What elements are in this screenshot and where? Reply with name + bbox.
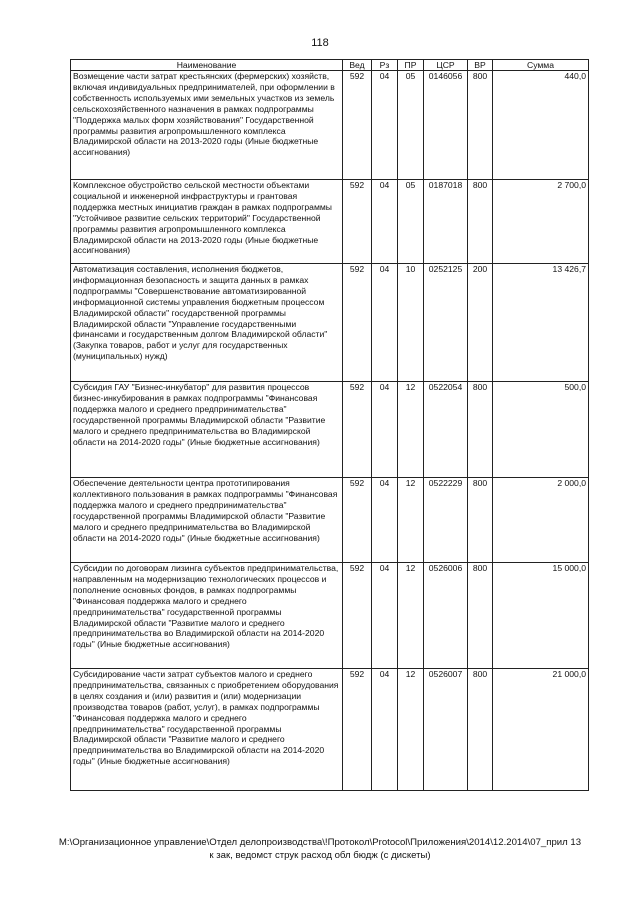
row-sum: 15 000,0 <box>493 563 589 669</box>
table-row <box>71 382 589 478</box>
row-name: Комплексное обустройство сельской местности объектами социальной и инженерной инфраструктуры и грантовая поддержка местных инициатив граждан в рамках подпрограммы "Устойчивое развитие сельских территорий" Государственной программы развития агропромышленного комплекса Владимирской области на 2013-2020 годы (Иные бюджетные ассигнования) <box>71 180 343 264</box>
table-row <box>71 264 589 382</box>
header-rz: Рз <box>372 60 398 71</box>
row-vr: 800 <box>468 382 493 478</box>
row-csr: 0252125 <box>424 264 468 382</box>
row-vr: 200 <box>468 264 493 382</box>
budget-table <box>70 59 589 791</box>
row-name: Субсидия ГАУ "Бизнес-инкубатор" для развития процессов бизнес-инкубирования в рамках подпрограммы "Финансовая поддержка малого и среднего предпринимательства" государственной программы Владимирской области "Развитие малого и среднего предпринимательства во Владимирской области на 2014-2020 годы" (Иные бюджетные ассигнования) <box>71 382 343 478</box>
row-csr: 0526006 <box>424 563 468 669</box>
row-rz: 04 <box>372 669 398 791</box>
row-pr: 05 <box>398 180 424 264</box>
row-name: Обеспечение деятельности центра прототипирования коллективного пользования в рамках подпрограммы "Финансовая поддержка малого и среднего предпринимательства" государственной программы Владимирской области "Развитие малого и среднего предпринимательства во Владимирской области на 2014-2020 годы" (Иные бюджетные ассигнования) <box>71 478 343 563</box>
table-header-row <box>71 60 589 71</box>
header-name: Наименование <box>71 60 343 71</box>
row-csr: 0522054 <box>424 382 468 478</box>
row-name: Субсидирование части затрат субъектов малого и среднего предпринимательства, связанных с приобретением оборудования в целях создания и (или) развития и (или) модернизации производства товаров (работ, услуг), в рамках подпрограммы "Финансовая поддержка малого и среднего предпринимательства" государственной программы Владимирской области "Развитие малого и среднего предпринимательства во Владимирской области на 2014-2020 годы" (Иные бюджетные ассигнования) <box>71 669 343 791</box>
row-pr: 12 <box>398 478 424 563</box>
table-row <box>71 669 589 791</box>
row-csr: 0146056 <box>424 71 468 180</box>
row-rz: 04 <box>372 264 398 382</box>
header-sum: Сумма <box>493 60 589 71</box>
row-rz: 04 <box>372 180 398 264</box>
row-name: Субсидии по договорам лизинга субъектов предпринимательства, направленным на модернизацию технологических процессов и пополнение основных фондов, в рамках подпрограммы "Финансовая поддержка малого и среднего предпринимательства" государственной программы Владимирской области "Развитие малого и среднего предпринимательства во Владимирской области на 2014-2020 годы" (Иные бюджетные ассигнования) <box>71 563 343 669</box>
row-sum: 500,0 <box>493 382 589 478</box>
row-ved: 592 <box>343 264 372 382</box>
header-csr: ЦСР <box>424 60 468 71</box>
footer-file-path <box>0 837 640 862</box>
row-csr: 0522229 <box>424 478 468 563</box>
row-ved: 592 <box>343 382 372 478</box>
table-row <box>71 563 589 669</box>
row-pr: 12 <box>398 382 424 478</box>
footer-line-2: к зак, ведомст струк расход обл бюдж (с дискеты) <box>209 849 431 861</box>
table-row <box>71 180 589 264</box>
row-rz: 04 <box>372 71 398 180</box>
row-pr: 10 <box>398 264 424 382</box>
row-vr: 800 <box>468 563 493 669</box>
row-sum: 440,0 <box>493 71 589 180</box>
table-row <box>71 478 589 563</box>
row-sum: 2 000,0 <box>493 478 589 563</box>
row-rz: 04 <box>372 478 398 563</box>
row-csr: 0526007 <box>424 669 468 791</box>
row-sum: 21 000,0 <box>493 669 589 791</box>
row-ved: 592 <box>343 563 372 669</box>
row-vr: 800 <box>468 478 493 563</box>
footer-line-1: М:\Организационное управление\Отдел делопроизводства\!Протокол\Protocol\Приложения\2014\12.2014\07_прил 13 <box>58 837 582 848</box>
row-pr: 12 <box>398 563 424 669</box>
row-vr: 800 <box>468 669 493 791</box>
row-vr: 800 <box>468 180 493 264</box>
row-ved: 592 <box>343 180 372 264</box>
header-ved: Вед <box>343 60 372 71</box>
row-csr: 0187018 <box>424 180 468 264</box>
row-name: Возмещение части затрат крестьянских (фермерских) хозяйств, включая индивидуальных предпринимателей, при оформлении в собственность используемых ими земельных участков из земель сельскохозяйственного назначения в рамках подпрограммы "Поддержка малых форм хозяйствования" Государственной программы развития агропромышленного комплекса Владимирской области на 2013-2020 годы (Иные бюджетные ассигнования) <box>71 71 343 180</box>
header-pr: ПР <box>398 60 424 71</box>
row-pr: 12 <box>398 669 424 791</box>
table-row <box>71 71 589 180</box>
row-ved: 592 <box>343 71 372 180</box>
row-rz: 04 <box>372 563 398 669</box>
row-vr: 800 <box>468 71 493 180</box>
row-rz: 04 <box>372 382 398 478</box>
row-name: Автоматизация составления, исполнения бюджетов, информационная безопасность и защита данных в рамках подпрограммы "Совершенствование автоматизированной информационной системы управления бюджетным процессом Владимирской области" государственной программы Владимирской области "Управление государственными финансами и государственным долгом Владимирской области" (Закупка товаров, работ и услуг для государственных (муниципальных) нужд) <box>71 264 343 382</box>
row-pr: 05 <box>398 71 424 180</box>
row-ved: 592 <box>343 478 372 563</box>
row-sum: 2 700,0 <box>493 180 589 264</box>
row-ved: 592 <box>343 669 372 791</box>
row-sum: 13 426,7 <box>493 264 589 382</box>
header-vr: ВР <box>468 60 493 71</box>
page-number: 118 <box>311 37 329 49</box>
